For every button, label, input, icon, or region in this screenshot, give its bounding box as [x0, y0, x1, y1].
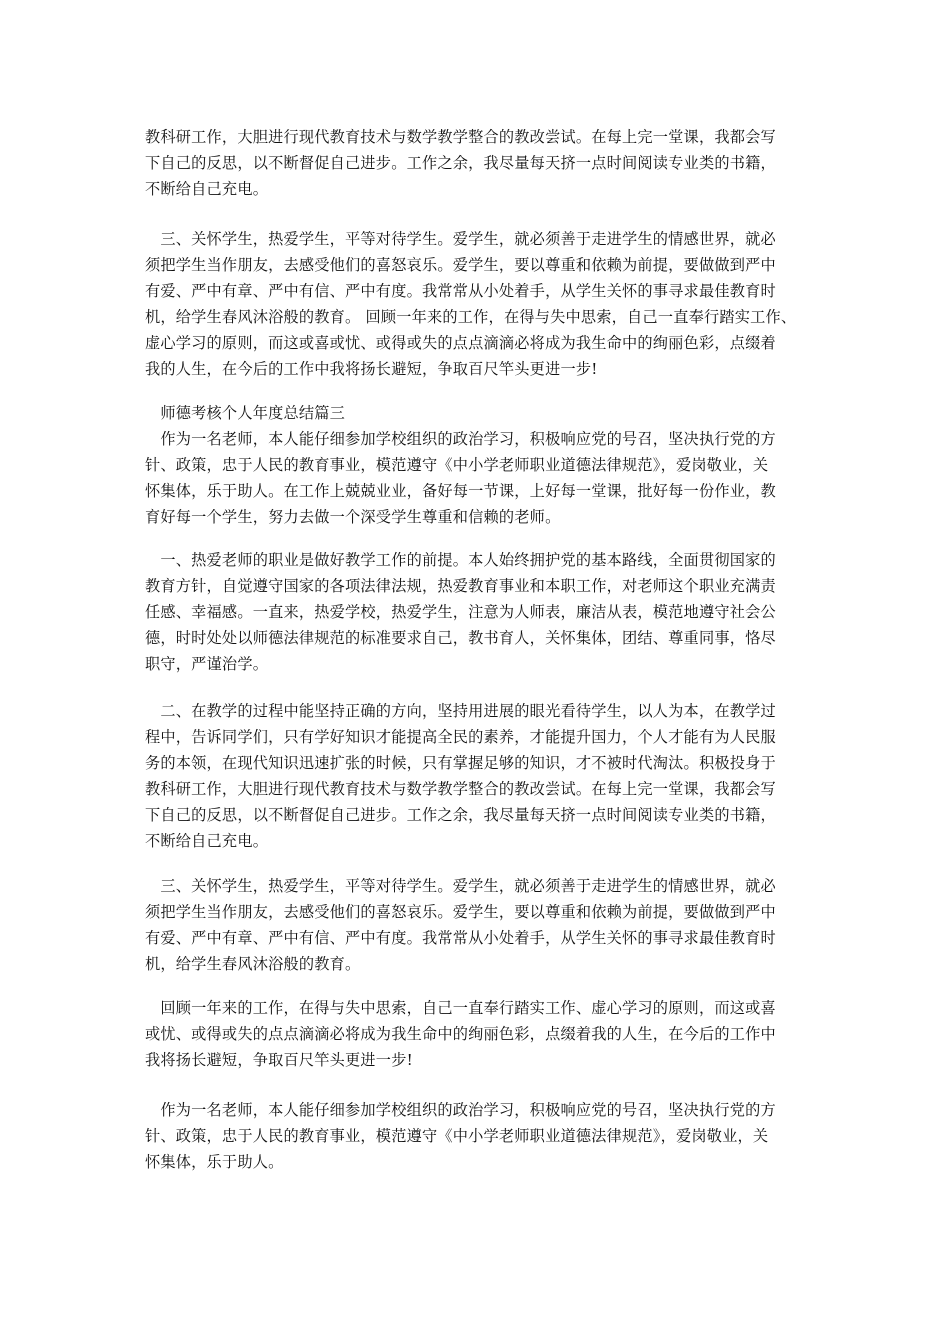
text-line: 我的人生，在今后的工作中我将扬长避短，争取百尺竿头更进一步! — [145, 360, 598, 378]
text-line: 机，给学生春风沐浴般的教育。 — [145, 955, 361, 973]
text-line: 机，给学生春风沐浴般的教育。 回顾一年来的工作，在得与失中思索，自己一直奉行踏实工作、 — [145, 308, 797, 326]
text-line: 下自己的反思，以不断督促自己进步。工作之余，我尽量每天挤一点时间阅读专业类的书籍， — [145, 154, 776, 172]
paragraph-teaching-direction — [145, 698, 813, 854]
paragraph-research-work — [145, 124, 813, 202]
text-line: 教育方针，自觉遵守国家的各项法律法规，热爱教育事业和本职工作，对老师这个职业充满责 — [145, 577, 776, 595]
text-line: 我将扬长避短，争取百尺竿头更进一步! — [145, 1051, 413, 1069]
text-line: 务的本领，在现代知识迅速扩张的时候，只有掌握足够的知识，才不被时代淘汰。积极投身于 — [145, 754, 776, 772]
text-line: 须把学生当作朋友，去感受他们的喜怒哀乐。爱学生，要以尊重和依赖为前提，要做做到严中 — [145, 903, 776, 921]
text-line: 德，时时处处以师德法律规范的标准要求自己，教书育人，关怀集体，团结、尊重同事，恪尽 — [145, 629, 776, 647]
paragraph-teacher-conduct — [145, 1097, 813, 1175]
text-line: 职守，严谨治学。 — [145, 655, 269, 673]
paragraph-review-year — [145, 995, 813, 1073]
text-line: 针、政策，忠于人民的教育事业，模范遵守《中小学老师职业道德法律规范》，爱岗敬业，关 — [145, 456, 769, 474]
text-line: 针、政策，忠于人民的教育事业，模范遵守《中小学老师职业道德法律规范》，爱岗敬业，关 — [145, 1127, 769, 1145]
text-line: 有爱、严中有章、严中有信、严中有度。我常常从小处着手，从学生关怀的事寻求最佳教育时 — [145, 282, 776, 300]
text-line: 一、热爱老师的职业是做好教学工作的前提。本人始终拥护党的基本路线，全面贯彻国家的 — [145, 551, 776, 569]
paragraph-care-students — [145, 226, 813, 382]
text-line: 教科研工作，大胆进行现代教育技术与数学教学整合的教改尝试。在每上完一堂课，我都会写 — [145, 780, 776, 798]
text-line: 二、在教学的过程中能坚持正确的方向，坚持用进展的眼光看待学生，以人为本，在教学过 — [145, 702, 776, 720]
text-line: 有爱、严中有章、严中有信、严中有度。我常常从小处着手，从学生关怀的事寻求最佳教育时 — [145, 929, 776, 947]
paragraph-love-profession — [145, 547, 813, 677]
paragraph-care-students-repeat — [145, 873, 813, 977]
text-line: 不断给自己充电。 — [145, 180, 269, 198]
text-line: 回顾一年来的工作，在得与失中思索，自己一直奉行踏实工作、虚心学习的原则，而这或喜 — [145, 999, 776, 1017]
text-line: 作为一名老师，本人能仔细参加学校组织的政治学习，积极响应党的号召，坚决执行党的方 — [145, 1101, 776, 1119]
text-line: 或忧、或得或失的点点滴滴必将成为我生命中的绚丽色彩，点缀着我的人生，在今后的工作中 — [145, 1025, 776, 1043]
text-line: 育好每一个学生，努力去做一个深受学生尊重和信赖的老师。 — [145, 508, 561, 526]
text-line: 下自己的反思，以不断督促自己进步。工作之余，我尽量每天挤一点时间阅读专业类的书籍， — [145, 806, 776, 824]
text-line: 教科研工作，大胆进行现代教育技术与数学教学整合的教改尝试。在每上完一堂课，我都会写 — [145, 128, 776, 146]
text-line: 虚心学习的原则，而这或喜或忧、或得或失的点点滴滴必将成为我生命中的绚丽色彩，点缀着 — [145, 334, 776, 352]
text-line: 怀集体，乐于助人。在工作上兢兢业业，备好每一节课，上好每一堂课，批好每一份作业，教 — [145, 482, 776, 500]
text-line: 作为一名老师，本人能仔细参加学校组织的政治学习，积极响应党的号召，坚决执行党的方 — [145, 430, 776, 448]
text-line: 不断给自己充电。 — [145, 832, 269, 850]
text-line: 怀集体，乐于助人。 — [145, 1153, 284, 1171]
text-line: 须把学生当作朋友，去感受他们的喜怒哀乐。爱学生，要以尊重和依赖为前提，要做做到严中 — [145, 256, 776, 274]
section-heading: 师德考核个人年度总结篇三 — [145, 404, 346, 422]
text-line: 三、关怀学生，热爱学生，平等对待学生。爱学生，就必须善于走进学生的情感世界，就必 — [145, 230, 776, 248]
text-line: 程中，告诉同学们，只有学好知识才能提高全民的素养，才能提升国力，个人才能有为人民服 — [145, 728, 776, 746]
text-line: 任感、幸福感。一直来，热爱学校，热爱学生，注意为人师表，廉洁从表，模范地遵守社会公 — [145, 603, 776, 621]
paragraph-section-three-intro — [145, 400, 813, 530]
text-line: 三、关怀学生，热爱学生，平等对待学生。爱学生，就必须善于走进学生的情感世界，就必 — [145, 877, 776, 895]
